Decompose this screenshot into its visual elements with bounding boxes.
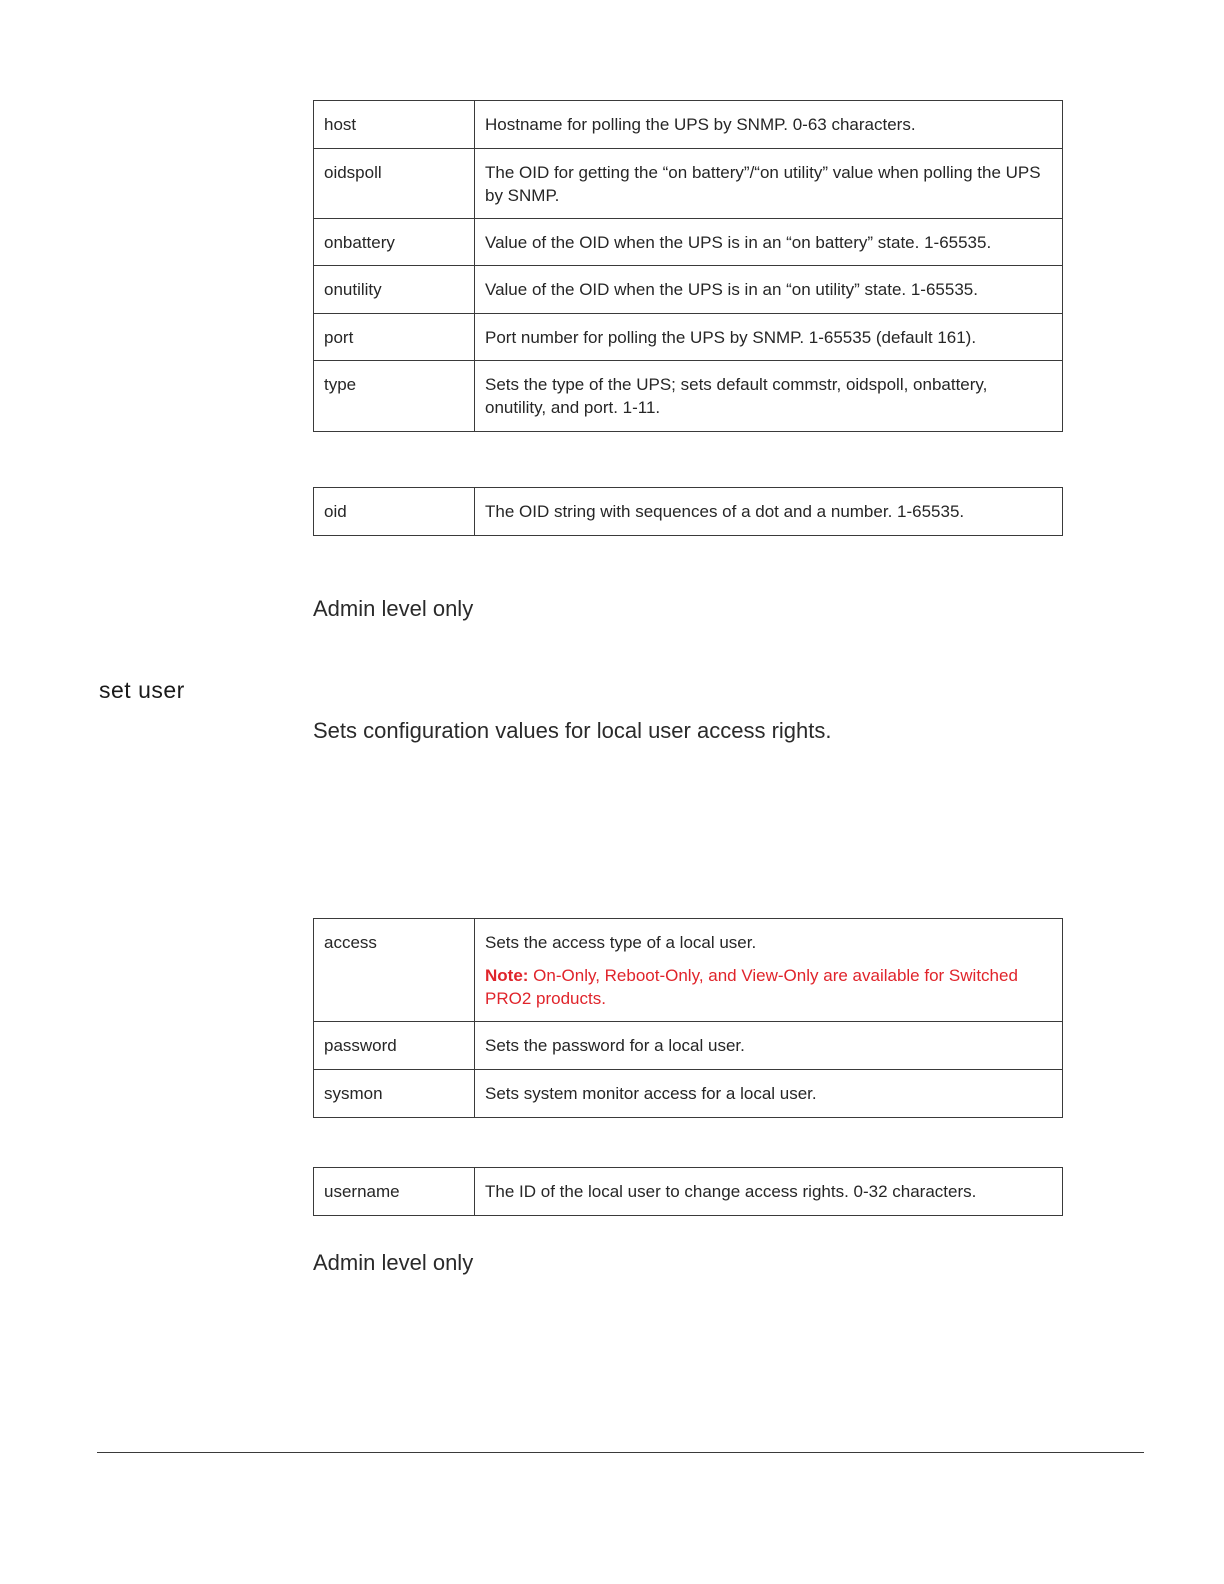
access-level-text: Admin level only xyxy=(313,596,474,621)
table-row xyxy=(314,219,1063,266)
param-name-sysmon: sysmon xyxy=(314,1070,475,1118)
table-row xyxy=(314,314,1063,361)
param-name-onutility: onutility xyxy=(314,266,475,314)
table-row xyxy=(314,101,1063,149)
table-row xyxy=(314,1070,1063,1118)
param-desc-onbattery: Value of the OID when the UPS is in an “on battery” state. 1-65535. xyxy=(475,219,1063,266)
username-argument-table xyxy=(313,1167,1063,1216)
param-desc-access-text: Sets the access type of a local user. xyxy=(485,933,757,952)
param-desc-host: Hostname for polling the UPS by SNMP. 0-63 characters. xyxy=(475,101,1063,149)
param-desc-type: Sets the type of the UPS; sets default commstr, oidspoll, onbattery, onutility, and port. 1-11. xyxy=(475,361,1063,432)
param-desc-password: Sets the password for a local user. xyxy=(475,1022,1063,1070)
section-description: Sets configuration values for local user access rights. xyxy=(313,718,832,743)
param-desc-onutility: Value of the OID when the UPS is in an “on utility” state. 1-65535. xyxy=(475,266,1063,314)
param-name-port: port xyxy=(314,314,475,361)
access-level-text: Admin level only xyxy=(313,1250,474,1275)
param-desc-oidspoll: The OID for getting the “on battery”/“on utility” value when polling the UPS by SNMP. xyxy=(475,149,1063,219)
table-row xyxy=(314,1022,1063,1070)
section-heading: set user xyxy=(99,677,185,703)
footer-divider xyxy=(97,1452,1144,1453)
table-row xyxy=(314,149,1063,219)
table-row xyxy=(314,361,1063,432)
param-name-oidspoll: oidspoll xyxy=(314,149,475,219)
note-text xyxy=(485,964,1052,1010)
param-name-onbattery: onbattery xyxy=(314,219,475,266)
table-row xyxy=(314,919,1063,1022)
table-row xyxy=(314,488,1063,536)
table-row xyxy=(314,266,1063,314)
param-name-username: username xyxy=(314,1168,475,1216)
param-desc-port: Port number for polling the UPS by SNMP. 1-65535 (default 161). xyxy=(475,314,1063,361)
param-name-access: access xyxy=(314,919,475,1022)
param-desc-username: The ID of the local user to change access rights. 0-32 characters. xyxy=(475,1168,1063,1216)
param-name-type: type xyxy=(314,361,475,432)
param-name-oid: oid xyxy=(314,488,475,536)
ups-parameters-table xyxy=(313,100,1063,432)
param-name-password: password xyxy=(314,1022,475,1070)
param-desc-sysmon: Sets system monitor access for a local user. xyxy=(475,1070,1063,1118)
table-row xyxy=(314,1168,1063,1216)
param-desc-access xyxy=(475,919,1063,1022)
param-desc-oid: The OID string with sequences of a dot and a number. 1-65535. xyxy=(475,488,1063,536)
user-parameters-table xyxy=(313,918,1063,1118)
note-body: On-Only, Reboot-Only, and View-Only are available for Switched PRO2 products. xyxy=(485,966,1018,1008)
note-label: Note: xyxy=(485,966,529,985)
param-name-host: host xyxy=(314,101,475,149)
oid-argument-table xyxy=(313,487,1063,536)
